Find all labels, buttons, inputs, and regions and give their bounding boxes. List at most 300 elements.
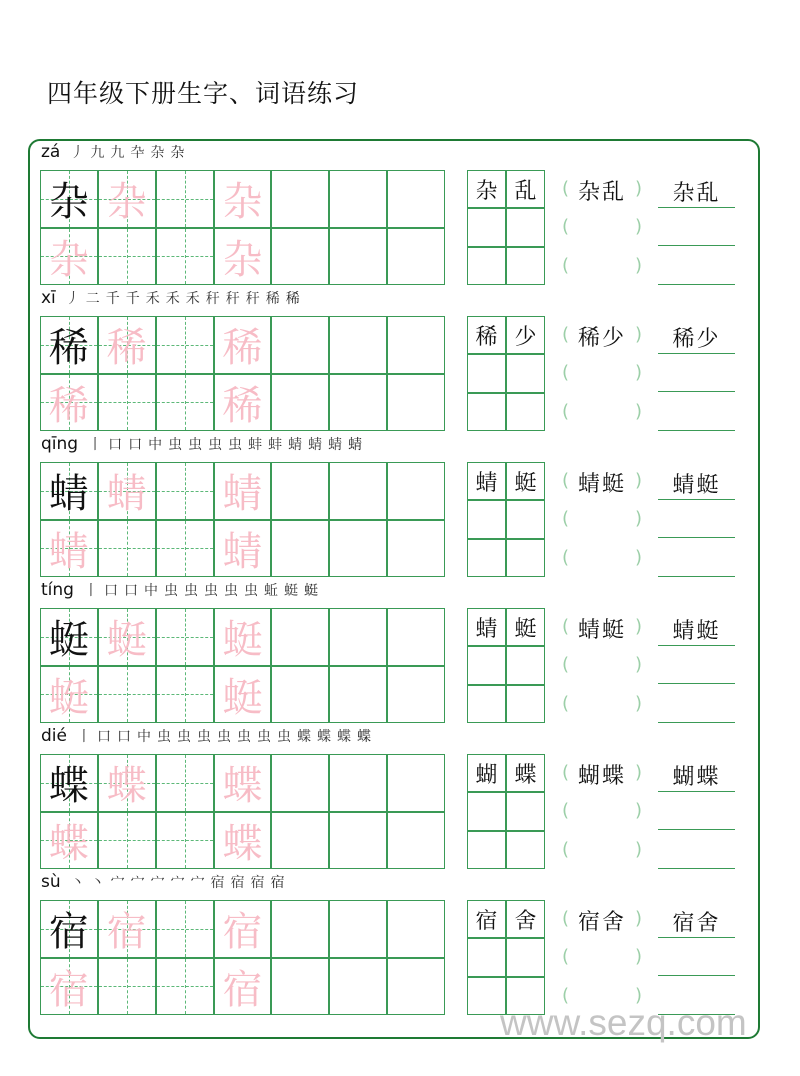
- grid-cell[interactable]: [387, 316, 445, 374]
- paren-left: (: [562, 762, 570, 783]
- trace-character: 稀: [222, 382, 263, 429]
- word-char: 少: [514, 324, 537, 350]
- paren-right: ): [634, 400, 642, 422]
- grid-cell[interactable]: [156, 520, 214, 578]
- grid-cell[interactable]: [98, 812, 156, 870]
- answer-line[interactable]: [658, 608, 735, 646]
- section-header: [41, 580, 324, 600]
- word-cell[interactable]: [467, 608, 506, 646]
- word-cell[interactable]: [467, 354, 506, 392]
- stroke-step: 虫: [208, 437, 223, 453]
- grid-cell[interactable]: [329, 900, 387, 958]
- answer-line[interactable]: [658, 500, 735, 538]
- grid-cell[interactable]: [214, 900, 272, 958]
- stroke-step: 虫: [203, 583, 218, 599]
- stroke-step: 丿: [65, 291, 80, 307]
- grid-cell[interactable]: [214, 228, 272, 286]
- grid-cell[interactable]: [156, 228, 214, 286]
- paren-word: [574, 613, 630, 644]
- stroke-step: 稀: [285, 291, 300, 307]
- paren-answer[interactable]: [562, 608, 642, 646]
- grid-cell[interactable]: [271, 900, 329, 958]
- grid-cell[interactable]: [98, 900, 156, 958]
- grid-cell[interactable]: [214, 520, 272, 578]
- model-character: 宿: [48, 909, 89, 956]
- paren-left: (: [562, 324, 570, 345]
- grid-cell[interactable]: [387, 462, 445, 520]
- grid-cell[interactable]: [271, 520, 329, 578]
- grid-cell[interactable]: [329, 316, 387, 374]
- section-header: [41, 142, 190, 162]
- answer-line[interactable]: [658, 831, 735, 869]
- stroke-step: 禾: [185, 291, 200, 307]
- paren-right: ): [634, 546, 642, 568]
- word-char: 宿: [475, 908, 498, 934]
- trace-character: 杂: [48, 236, 89, 283]
- stroke-step: 丶: [70, 875, 85, 891]
- grid-cell[interactable]: [40, 520, 98, 578]
- trace-character: 蜻: [222, 528, 263, 575]
- word-cell[interactable]: [506, 208, 545, 246]
- word-char: 乱: [696, 181, 721, 206]
- grid-cell[interactable]: [329, 608, 387, 666]
- stroke-step: 虫: [276, 729, 291, 745]
- stroke-step: 二: [85, 291, 100, 307]
- stroke-step: 宀: [110, 875, 125, 891]
- grid-cell[interactable]: [214, 608, 272, 666]
- guide-line: [157, 840, 213, 841]
- grid-cell[interactable]: [40, 666, 98, 724]
- guide-line: [157, 783, 213, 784]
- grid-cell[interactable]: [98, 316, 156, 374]
- guide-line: [99, 840, 155, 841]
- paren-left: (: [562, 216, 570, 238]
- stroke-step: 虫: [183, 583, 198, 599]
- paren-right: ): [634, 654, 642, 676]
- paren-left: (: [562, 400, 570, 422]
- word-cell[interactable]: [506, 792, 545, 830]
- grid-cell[interactable]: [214, 462, 272, 520]
- grid-cell[interactable]: [98, 374, 156, 432]
- paren-answer[interactable]: [562, 247, 642, 285]
- stroke-step: 虫: [156, 729, 171, 745]
- stroke-step: 宿: [210, 875, 225, 891]
- word-cell[interactable]: [506, 170, 545, 208]
- page-title: 四年级下册生字、词语练习: [47, 79, 360, 108]
- word-cell[interactable]: [506, 754, 545, 792]
- stroke-step: 虫: [256, 729, 271, 745]
- stroke-step: 宿: [270, 875, 285, 891]
- grid-cell[interactable]: [156, 666, 214, 724]
- stroke-step: 蝶: [336, 729, 351, 745]
- answer-line[interactable]: [658, 354, 735, 392]
- paren-left: (: [562, 546, 570, 568]
- grid-cell[interactable]: [98, 228, 156, 286]
- stroke-step: 宿: [250, 875, 265, 891]
- word-cell[interactable]: [506, 316, 545, 354]
- word-char: 稀: [475, 324, 498, 350]
- word-cell[interactable]: [467, 247, 506, 285]
- word-char: 蜻: [475, 616, 498, 642]
- word-char: 稀: [672, 327, 697, 352]
- paren-left: (: [562, 692, 570, 714]
- grid-cell[interactable]: [387, 754, 445, 812]
- word-cell[interactable]: [506, 938, 545, 976]
- grid-cell[interactable]: [271, 608, 329, 666]
- grid-cell[interactable]: [387, 608, 445, 666]
- grid-cell[interactable]: [329, 520, 387, 578]
- trace-character: 蝶: [106, 763, 147, 810]
- grid-cell[interactable]: [98, 608, 156, 666]
- section-header: [41, 872, 291, 892]
- grid-cell[interactable]: [271, 374, 329, 432]
- word-cell[interactable]: [467, 900, 506, 938]
- word-cell[interactable]: [467, 500, 506, 538]
- grid-cell[interactable]: [40, 958, 98, 1016]
- trace-character: 蝶: [222, 820, 263, 867]
- word-cell[interactable]: [506, 500, 545, 538]
- grid-cell[interactable]: [329, 666, 387, 724]
- word-cell[interactable]: [467, 393, 506, 431]
- section-header: [41, 288, 306, 308]
- paren-answer[interactable]: [562, 900, 642, 938]
- paren-right: ): [634, 470, 642, 491]
- trace-character: 蜓: [106, 617, 147, 664]
- grid-cell[interactable]: [387, 812, 445, 870]
- grid-cell[interactable]: [271, 170, 329, 228]
- paren-right: ): [634, 508, 642, 530]
- grid-cell[interactable]: [98, 666, 156, 724]
- word-cell[interactable]: [467, 539, 506, 577]
- writing-grid: [40, 900, 445, 1015]
- word-cell[interactable]: [467, 208, 506, 246]
- stroke-step: 口: [123, 583, 138, 599]
- paren-right: ): [634, 362, 642, 384]
- grid-cell[interactable]: [271, 462, 329, 520]
- grid-cell[interactable]: [387, 958, 445, 1016]
- stroke-step: 虫: [216, 729, 231, 745]
- paren-answer[interactable]: [562, 685, 642, 723]
- grid-cell[interactable]: [156, 170, 214, 228]
- answer-line[interactable]: [658, 462, 735, 500]
- grid-cell[interactable]: [98, 754, 156, 812]
- word-cell[interactable]: [506, 462, 545, 500]
- grid-cell[interactable]: [329, 958, 387, 1016]
- grid-cell[interactable]: [214, 170, 272, 228]
- stroke-step: 宀: [150, 875, 165, 891]
- stroke-step: 虫: [176, 729, 191, 745]
- stroke-step: 杂: [170, 145, 185, 161]
- answer-line[interactable]: [658, 170, 735, 208]
- word-cell[interactable]: [506, 685, 545, 723]
- word-char: 稀: [577, 326, 602, 351]
- character-section: [0, 139, 800, 285]
- paren-left: (: [562, 838, 570, 860]
- paren-answer[interactable]: [562, 938, 642, 976]
- grid-cell[interactable]: [156, 900, 214, 958]
- grid-cell[interactable]: [98, 520, 156, 578]
- guide-line: [157, 345, 213, 346]
- word-cell[interactable]: [467, 646, 506, 684]
- paren-right: ): [634, 762, 642, 783]
- trace-character: 宿: [222, 909, 263, 956]
- paren-answer[interactable]: [562, 754, 642, 792]
- paren-word: [574, 759, 630, 790]
- answer-line[interactable]: [658, 754, 735, 792]
- grid-cell[interactable]: [98, 462, 156, 520]
- grid-cell[interactable]: [329, 374, 387, 432]
- grid-cell[interactable]: [329, 228, 387, 286]
- word-char: 蝴: [475, 762, 498, 788]
- stroke-step: 口: [116, 729, 131, 745]
- grid-cell[interactable]: [156, 812, 214, 870]
- answer-line[interactable]: [658, 393, 735, 431]
- answer-line[interactable]: [658, 247, 735, 285]
- grid-cell[interactable]: [98, 958, 156, 1016]
- paren-answer[interactable]: [562, 208, 642, 246]
- stroke-step: 秆: [225, 291, 240, 307]
- grid-cell[interactable]: [40, 374, 98, 432]
- grid-cell[interactable]: [271, 316, 329, 374]
- word-cell[interactable]: [467, 462, 506, 500]
- word-char: 少: [602, 326, 627, 351]
- grid-cell[interactable]: [214, 812, 272, 870]
- word-cell[interactable]: [506, 900, 545, 938]
- paren-answer[interactable]: [562, 646, 642, 684]
- word-cell[interactable]: [506, 646, 545, 684]
- stroke-step: 中: [148, 437, 163, 453]
- word-char: 蜓: [696, 473, 721, 498]
- word-cell[interactable]: [506, 247, 545, 285]
- stroke-step: 虫: [223, 583, 238, 599]
- stroke-step: 虫: [188, 437, 203, 453]
- stroke-step: 蜓: [303, 583, 318, 599]
- guide-line: [157, 548, 213, 549]
- writing-grid: [40, 170, 445, 285]
- grid-cell[interactable]: [214, 754, 272, 812]
- grid-cell[interactable]: [40, 900, 98, 958]
- stroke-order: [66, 288, 306, 308]
- grid-cell[interactable]: [214, 958, 272, 1016]
- stroke-step: 虫: [236, 729, 251, 745]
- guide-line: [99, 256, 155, 257]
- grid-cell[interactable]: [156, 462, 214, 520]
- guide-line: [157, 637, 213, 638]
- stroke-step: 千: [125, 291, 140, 307]
- paren-word: [574, 905, 630, 936]
- paren-answer[interactable]: [562, 500, 642, 538]
- guide-line: [99, 402, 155, 403]
- grid-cell[interactable]: [387, 170, 445, 228]
- word-cell[interactable]: [467, 792, 506, 830]
- watermark: www.sezq.com: [500, 1002, 747, 1043]
- writing-grid: [40, 462, 445, 577]
- answer-line[interactable]: [658, 938, 735, 976]
- paren-right: ): [634, 984, 642, 1006]
- stroke-step: 丨: [76, 729, 91, 745]
- trace-character: 宿: [106, 909, 147, 956]
- grid-cell[interactable]: [214, 316, 272, 374]
- grid-cell[interactable]: [387, 900, 445, 958]
- grid-cell[interactable]: [329, 462, 387, 520]
- section-header: [41, 434, 368, 454]
- paren-right: ): [634, 692, 642, 714]
- grid-cell[interactable]: [156, 958, 214, 1016]
- character-section: [0, 869, 800, 1015]
- word-char: 乱: [514, 178, 537, 204]
- word-char: 蜻: [672, 619, 697, 644]
- guide-line: [99, 548, 155, 549]
- answer-line[interactable]: [658, 539, 735, 577]
- stroke-step: 九: [90, 145, 105, 161]
- stroke-order: [77, 726, 377, 746]
- line-word: [658, 614, 735, 645]
- word-char: 宿: [577, 910, 602, 935]
- character-section: [0, 431, 800, 577]
- grid-cell[interactable]: [271, 958, 329, 1016]
- answer-line[interactable]: [658, 685, 735, 723]
- stroke-step: 宀: [130, 875, 145, 891]
- grid-cell[interactable]: [271, 228, 329, 286]
- answer-line[interactable]: [658, 792, 735, 830]
- paren-answer[interactable]: [562, 354, 642, 392]
- grid-cell[interactable]: [40, 812, 98, 870]
- word-cell[interactable]: [506, 539, 545, 577]
- paren-answer[interactable]: [562, 316, 642, 354]
- model-character: 杂: [48, 179, 89, 226]
- trace-character: 蜻: [48, 528, 89, 575]
- paren-right: ): [634, 324, 642, 345]
- paren-answer[interactable]: [562, 539, 642, 577]
- word-cell[interactable]: [467, 754, 506, 792]
- paren-answer[interactable]: [562, 393, 642, 431]
- grid-cell[interactable]: [329, 812, 387, 870]
- paren-right: ): [634, 178, 642, 199]
- stroke-step: 虫: [168, 437, 183, 453]
- paren-left: (: [562, 984, 570, 1006]
- answer-line[interactable]: [658, 646, 735, 684]
- stroke-order: [71, 872, 291, 892]
- grid-cell[interactable]: [156, 754, 214, 812]
- paren-left: (: [562, 508, 570, 530]
- trace-character: 蜓: [48, 674, 89, 721]
- word-char: 蜓: [602, 618, 627, 643]
- word-cell[interactable]: [467, 938, 506, 976]
- grid-cell[interactable]: [156, 316, 214, 374]
- word-cell[interactable]: [467, 831, 506, 869]
- trace-character: 蝶: [222, 763, 263, 810]
- grid-cell[interactable]: [40, 462, 98, 520]
- grid-cell[interactable]: [329, 754, 387, 812]
- grid-cell[interactable]: [387, 520, 445, 578]
- paren-right: ): [634, 946, 642, 968]
- grid-cell[interactable]: [387, 228, 445, 286]
- paren-left: (: [562, 800, 570, 822]
- grid-cell[interactable]: [40, 608, 98, 666]
- grid-cell[interactable]: [156, 608, 214, 666]
- trace-character: 宿: [222, 966, 263, 1013]
- trace-character: 稀: [106, 325, 147, 372]
- word-char: 蜓: [514, 616, 537, 642]
- stroke-step: 口: [108, 437, 123, 453]
- answer-line[interactable]: [658, 208, 735, 246]
- grid-cell[interactable]: [98, 170, 156, 228]
- stroke-step: 秆: [245, 291, 260, 307]
- grid-cell[interactable]: [329, 170, 387, 228]
- paren-left: (: [562, 362, 570, 384]
- grid-cell[interactable]: [271, 666, 329, 724]
- model-character: 蝶: [48, 763, 89, 810]
- grid-cell[interactable]: [40, 170, 98, 228]
- word-char: 舍: [514, 908, 537, 934]
- word-char: 蝴: [577, 764, 602, 789]
- grid-cell[interactable]: [40, 316, 98, 374]
- word-cell[interactable]: [506, 831, 545, 869]
- word-cell[interactable]: [506, 354, 545, 392]
- pinyin: tíng: [41, 580, 74, 600]
- word-table: [467, 316, 545, 431]
- grid-cell[interactable]: [387, 374, 445, 432]
- paren-answer[interactable]: [562, 831, 642, 869]
- trace-character: 蜻: [106, 471, 147, 518]
- model-character: 稀: [48, 325, 89, 372]
- grid-cell[interactable]: [271, 754, 329, 812]
- word-cell[interactable]: [506, 393, 545, 431]
- word-char: 杂: [672, 181, 697, 206]
- stroke-step: 口: [96, 729, 111, 745]
- stroke-step: 虫: [243, 583, 258, 599]
- answer-line[interactable]: [658, 900, 735, 938]
- grid-cell[interactable]: [40, 754, 98, 812]
- word-char: 蝶: [696, 765, 721, 790]
- stroke-step: 蝶: [356, 729, 371, 745]
- stroke-step: 蜻: [328, 437, 343, 453]
- paren-left: (: [562, 616, 570, 637]
- word-cell[interactable]: [467, 685, 506, 723]
- paren-right: ): [634, 254, 642, 276]
- line-word: [658, 760, 735, 791]
- word-char: 杂: [577, 180, 602, 205]
- trace-character: 蜓: [222, 617, 263, 664]
- grid-cell[interactable]: [387, 666, 445, 724]
- stroke-order: [84, 580, 324, 600]
- grid-cell[interactable]: [214, 666, 272, 724]
- word-cell[interactable]: [467, 170, 506, 208]
- stroke-order: [88, 434, 368, 454]
- trace-character: 稀: [222, 325, 263, 372]
- answer-line[interactable]: [658, 316, 735, 354]
- grid-cell[interactable]: [156, 374, 214, 432]
- word-cell[interactable]: [506, 608, 545, 646]
- paren-left: (: [562, 908, 570, 929]
- stroke-step: 蝶: [296, 729, 311, 745]
- word-cell[interactable]: [467, 316, 506, 354]
- paren-answer[interactable]: [562, 792, 642, 830]
- stroke-step: 秆: [205, 291, 220, 307]
- trace-character: 杂: [222, 179, 263, 226]
- grid-cell[interactable]: [271, 812, 329, 870]
- trace-character: 蜓: [222, 674, 263, 721]
- line-word: [658, 322, 735, 353]
- paren-answer[interactable]: [562, 462, 642, 500]
- paren-answer[interactable]: [562, 170, 642, 208]
- grid-cell[interactable]: [40, 228, 98, 286]
- word-table: [467, 170, 545, 285]
- paren-word: [574, 321, 630, 352]
- grid-cell[interactable]: [214, 374, 272, 432]
- line-word: [658, 906, 735, 937]
- trace-character: 杂: [106, 179, 147, 226]
